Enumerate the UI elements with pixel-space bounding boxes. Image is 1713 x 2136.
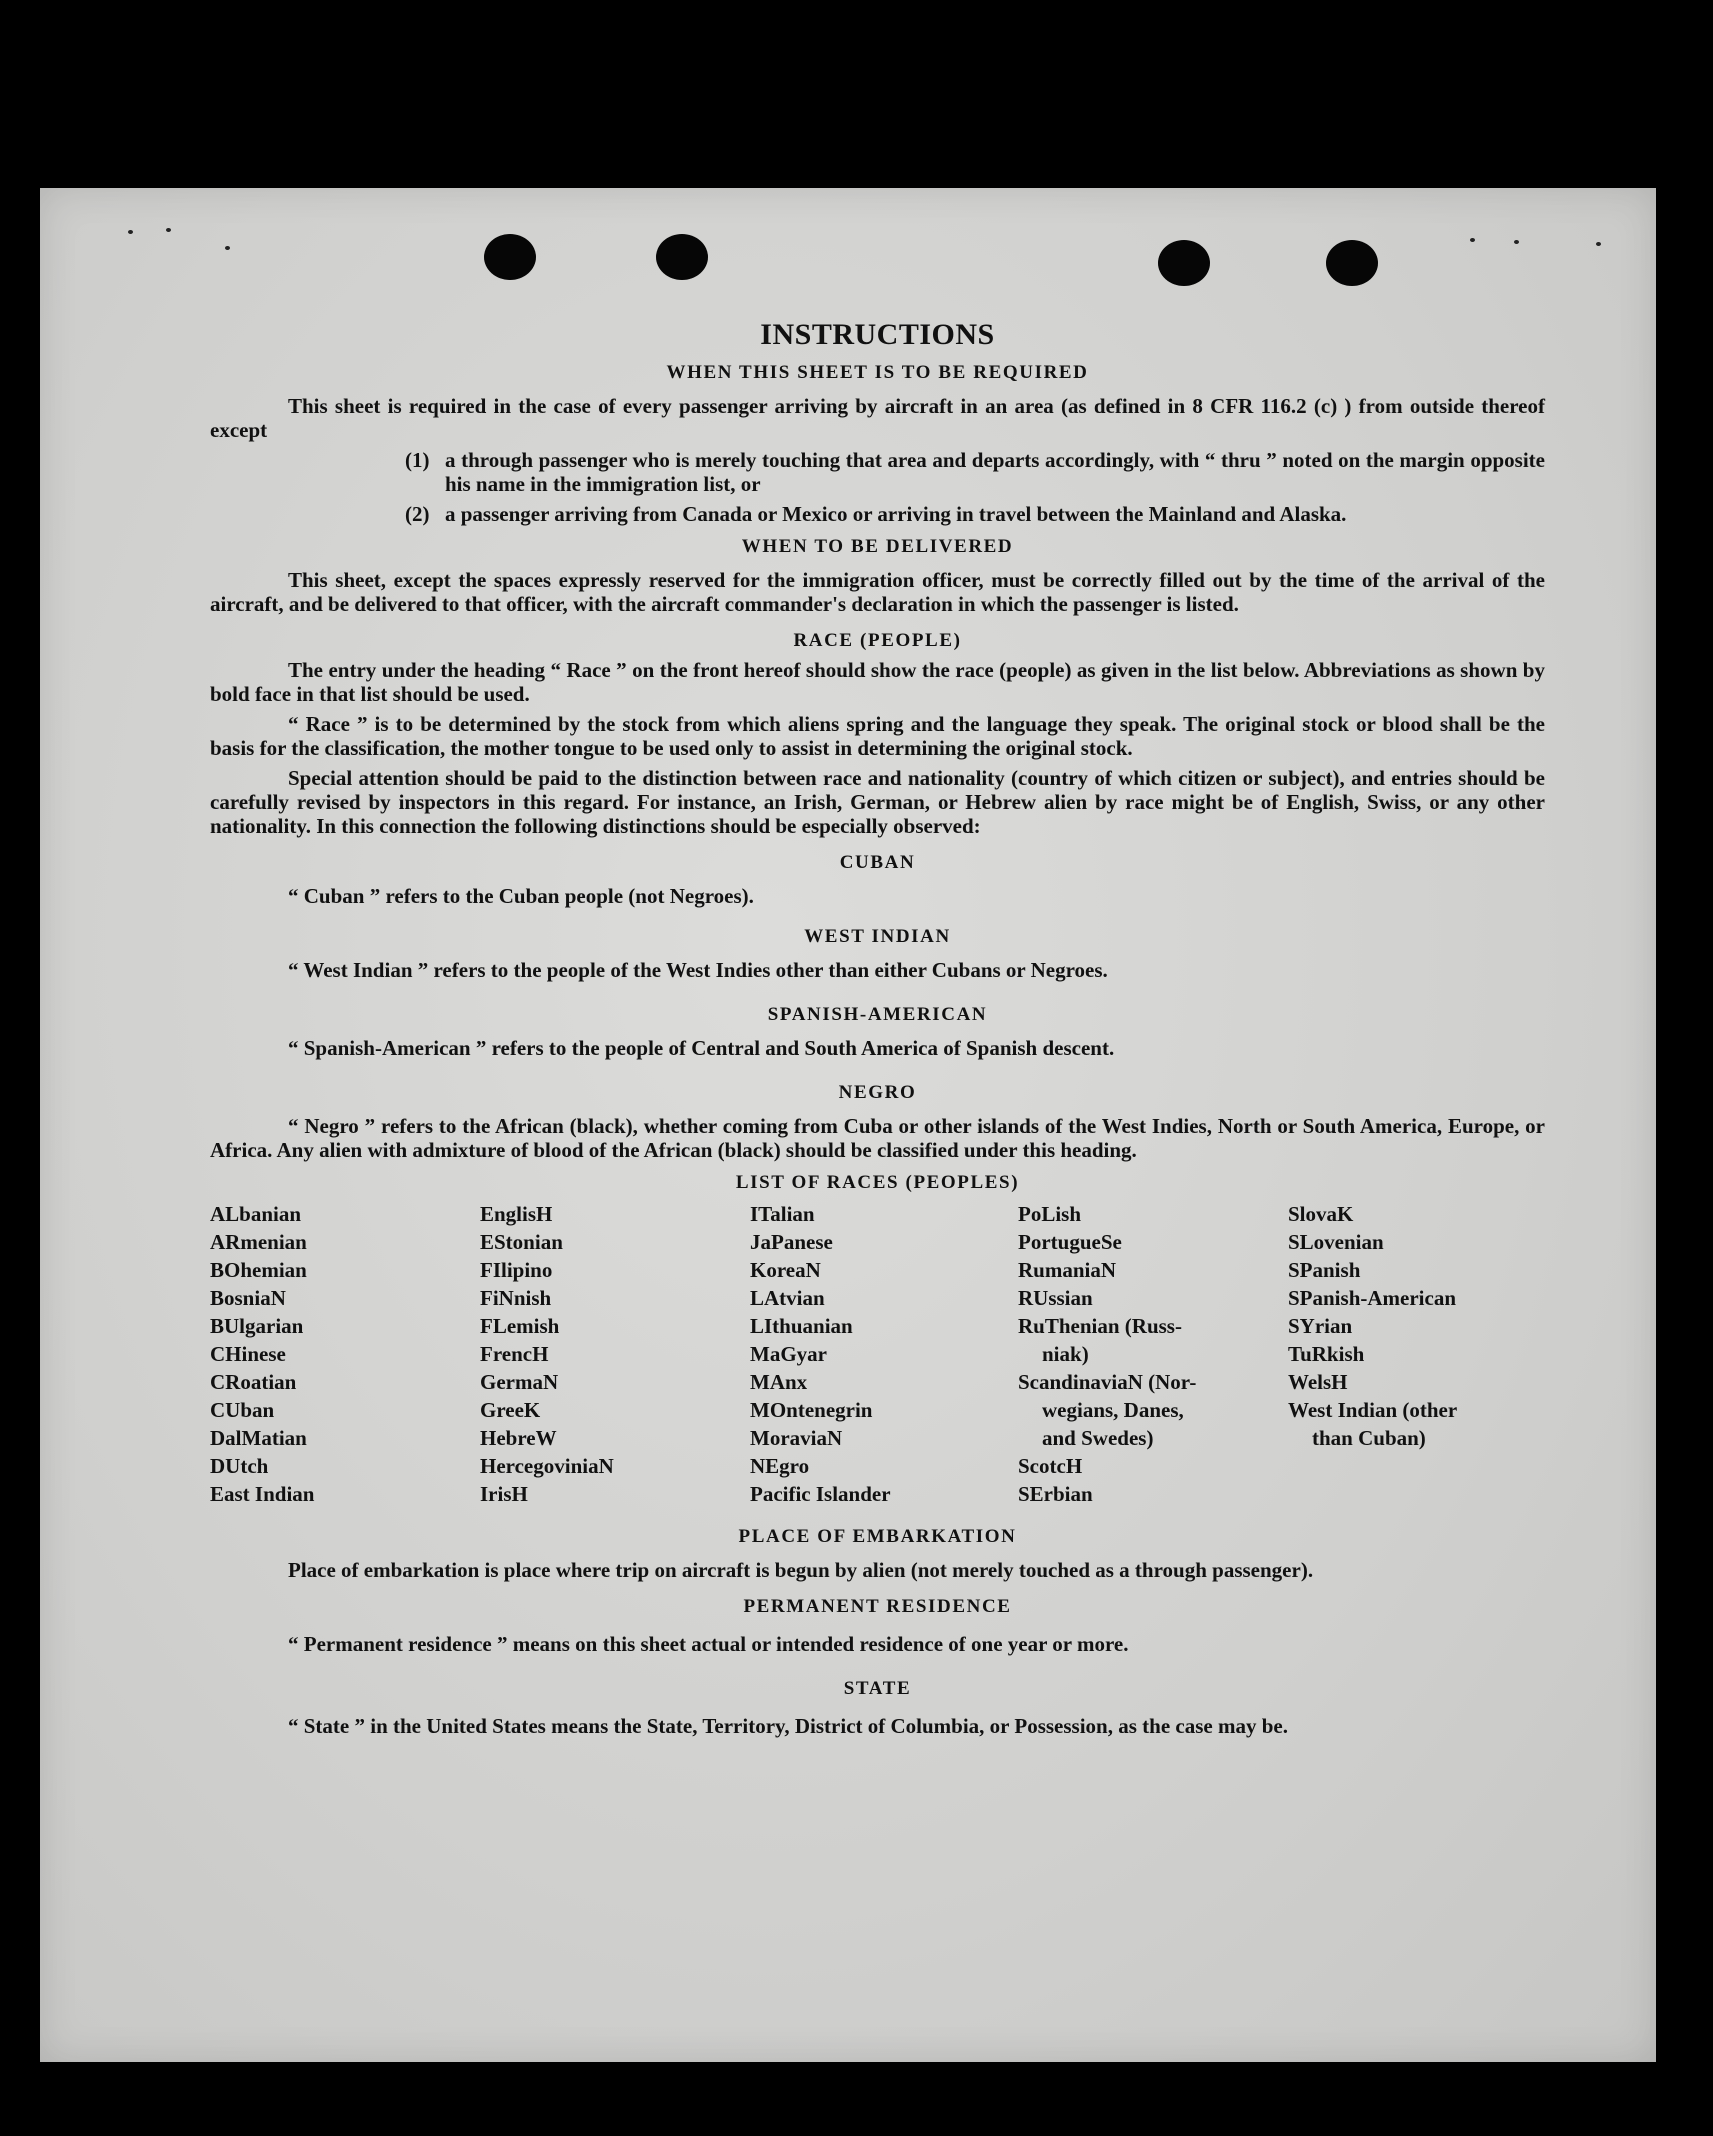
speck (1596, 242, 1601, 246)
race-entry: MaGyar (750, 1342, 827, 1366)
race-column (210, 1200, 460, 1508)
race-entry: EStonian (480, 1230, 563, 1254)
race-entry: ITalian (750, 1202, 815, 1226)
race-entry: JaPanese (750, 1230, 833, 1254)
race-entry: than Cuban) (1312, 1426, 1426, 1450)
document-page (40, 188, 1656, 2062)
race-column (1018, 1200, 1268, 1508)
race-entry: SPanish (1288, 1258, 1361, 1282)
race-entry: CRoatian (210, 1370, 297, 1394)
speck (225, 246, 230, 250)
speck (1514, 240, 1519, 244)
race-entry: RumaniaN (1018, 1258, 1117, 1282)
speck (1470, 238, 1475, 242)
race-entry: ScotcH (1018, 1454, 1083, 1478)
paragraph: “ West Indian ” refers to the people of the West Indies other than either Cubans or Negroes. (288, 958, 1108, 982)
paragraph: “ Negro ” refers to the African (black), whether coming from Cuba or other islands of the West Indies, North or South America, Europe, or Africa. Any alien with admixture of blood of the African (black) should be classified under this heading. (210, 1114, 1545, 1162)
race-entry: SPanish-American (1288, 1286, 1456, 1310)
paragraph: The entry under the heading “ Race ” on the front hereof should show the race (people) as given in the list below. Abbreviations as shown by bold face in that list should be used. (210, 658, 1545, 706)
race-entry: Pacific Islander (750, 1482, 891, 1506)
race-entry: KoreaN (750, 1258, 821, 1282)
section-heading: WEST INDIAN (804, 926, 951, 947)
race-entry: DalMatian (210, 1426, 307, 1450)
paragraph: “ Race ” is to be determined by the stock from which aliens spring and the language they speak. The original stock or blood shall be the basis for the classification, the mother tongue to be used only to assist in determining the original stock. (210, 712, 1545, 760)
race-entry: BosniaN (210, 1286, 286, 1310)
race-entry: WelsH (1288, 1370, 1348, 1394)
race-entry: SErbian (1018, 1482, 1093, 1506)
race-entry: FrencH (480, 1342, 549, 1366)
race-entry: LAtvian (750, 1286, 825, 1310)
punch-hole (1158, 240, 1210, 286)
race-entry: RUssian (1018, 1286, 1093, 1310)
section-heading: SPANISH-AMERICAN (767, 1004, 988, 1025)
punch-hole (656, 234, 708, 280)
item-text: a through passenger who is merely touching that area and departs accordingly, with “ thru ” noted on the margin opposite his name in the immigration list, or (445, 448, 1545, 496)
page-title: INSTRUCTIONS (760, 318, 995, 351)
section-heading: PERMANENT RESIDENCE (743, 1596, 1012, 1617)
race-entry: HebreW (480, 1426, 557, 1450)
race-entry: SlovaK (1288, 1202, 1354, 1226)
section-heading: WHEN THIS SHEET IS TO BE REQUIRED (666, 362, 1089, 383)
race-entry: wegians, Danes, (1042, 1398, 1184, 1422)
punch-hole (484, 234, 536, 280)
race-entry: GermaN (480, 1370, 559, 1394)
race-entry: and Swedes) (1042, 1426, 1154, 1450)
paragraph: Special attention should be paid to the distinction between race and nationality (country of which citizen or subject), and entries should be carefully revised by inspectors in this regard. For instance, an Irish, German, or Hebrew alien by race might be of English, Swiss, or any other nationality. In this connection the following distinctions should be especially observed: (210, 766, 1545, 838)
race-column (480, 1200, 730, 1508)
list-item (210, 502, 1545, 526)
section-heading: CUBAN (839, 852, 916, 873)
race-entry: MAnx (750, 1370, 808, 1394)
race-entry: PortugueSe (1018, 1230, 1122, 1254)
race-entry: FIlipino (480, 1258, 553, 1282)
race-entry: GreeK (480, 1398, 541, 1422)
race-entry: BUlgarian (210, 1314, 304, 1338)
race-entry: NEgro (750, 1454, 810, 1478)
paragraph: Place of embarkation is place where trip on aircraft is begun by alien (not merely touched as a through passenger). (288, 1558, 1314, 1582)
instructions-body (210, 318, 1545, 1738)
paragraph: This sheet is required in the case of every passenger arriving by aircraft in an area (as defined in 8 CFR 116.2 (c) ) from outside thereof except (210, 394, 1545, 442)
race-entry: East Indian (210, 1482, 315, 1506)
race-entry: EnglisH (480, 1202, 553, 1226)
race-entry: LIthuanian (750, 1314, 853, 1338)
punch-hole (1326, 240, 1378, 286)
list-item (210, 448, 1545, 496)
race-list (210, 1200, 1545, 1520)
race-entry: ARmenian (210, 1230, 307, 1254)
section-heading: PLACE OF EMBARKATION (738, 1526, 1017, 1547)
race-entry: PoLish (1018, 1202, 1082, 1226)
race-entry: ALbanian (210, 1202, 302, 1226)
section-heading: STATE (843, 1678, 912, 1699)
item-number: (2) (405, 502, 430, 526)
section-heading: RACE (PEOPLE) (793, 630, 962, 651)
race-entry: SLovenian (1288, 1230, 1384, 1254)
race-entry: SYrian (1288, 1314, 1353, 1338)
race-entry: BOhemian (210, 1258, 307, 1282)
section-heading: LIST OF RACES (PEOPLES) (735, 1172, 1020, 1193)
paragraph: This sheet, except the spaces expressly reserved for the immigration officer, must be correctly filled out by the time of the arrival of the aircraft, and be delivered to that officer, with the aircraft commander's declaration in which the passenger is listed. (210, 568, 1545, 616)
paragraph: “ Cuban ” refers to the Cuban people (not Negroes). (288, 884, 754, 908)
race-entry: RuThenian (Russ- (1018, 1314, 1182, 1338)
item-text: a passenger arriving from Canada or Mexico or arriving in travel between the Mainland and Alaska. (445, 502, 1347, 526)
race-column (750, 1200, 1000, 1508)
section-heading: WHEN TO BE DELIVERED (741, 536, 1014, 557)
race-entry: niak) (1042, 1342, 1089, 1366)
race-entry: HercegoviniaN (480, 1454, 614, 1478)
paragraph: “ Spanish-American ” refers to the people of Central and South America of Spanish descent. (288, 1036, 1115, 1060)
item-number: (1) (405, 448, 430, 472)
race-entry: DUtch (210, 1454, 269, 1478)
race-entry: TuRkish (1288, 1342, 1365, 1366)
paragraph: “ State ” in the United States means the State, Territory, District of Columbia, or Possession, as the case may be. (288, 1714, 1288, 1738)
race-entry: MOntenegrin (750, 1398, 873, 1422)
paragraph: “ Permanent residence ” means on this sheet actual or intended residence of one year or more. (288, 1632, 1129, 1656)
race-entry: FLemish (480, 1314, 560, 1338)
race-entry: CHinese (210, 1342, 286, 1366)
race-entry: CUban (210, 1398, 275, 1422)
race-entry: FiNnish (480, 1286, 552, 1310)
race-entry: MoraviaN (750, 1426, 843, 1450)
section-heading: NEGRO (838, 1082, 917, 1103)
race-entry: West Indian (other (1288, 1398, 1458, 1422)
race-entry: IrisH (480, 1482, 528, 1506)
speck (128, 230, 133, 234)
speck (166, 228, 171, 232)
race-entry: ScandinaviaN (Nor- (1018, 1370, 1197, 1394)
race-column (1288, 1200, 1538, 1452)
